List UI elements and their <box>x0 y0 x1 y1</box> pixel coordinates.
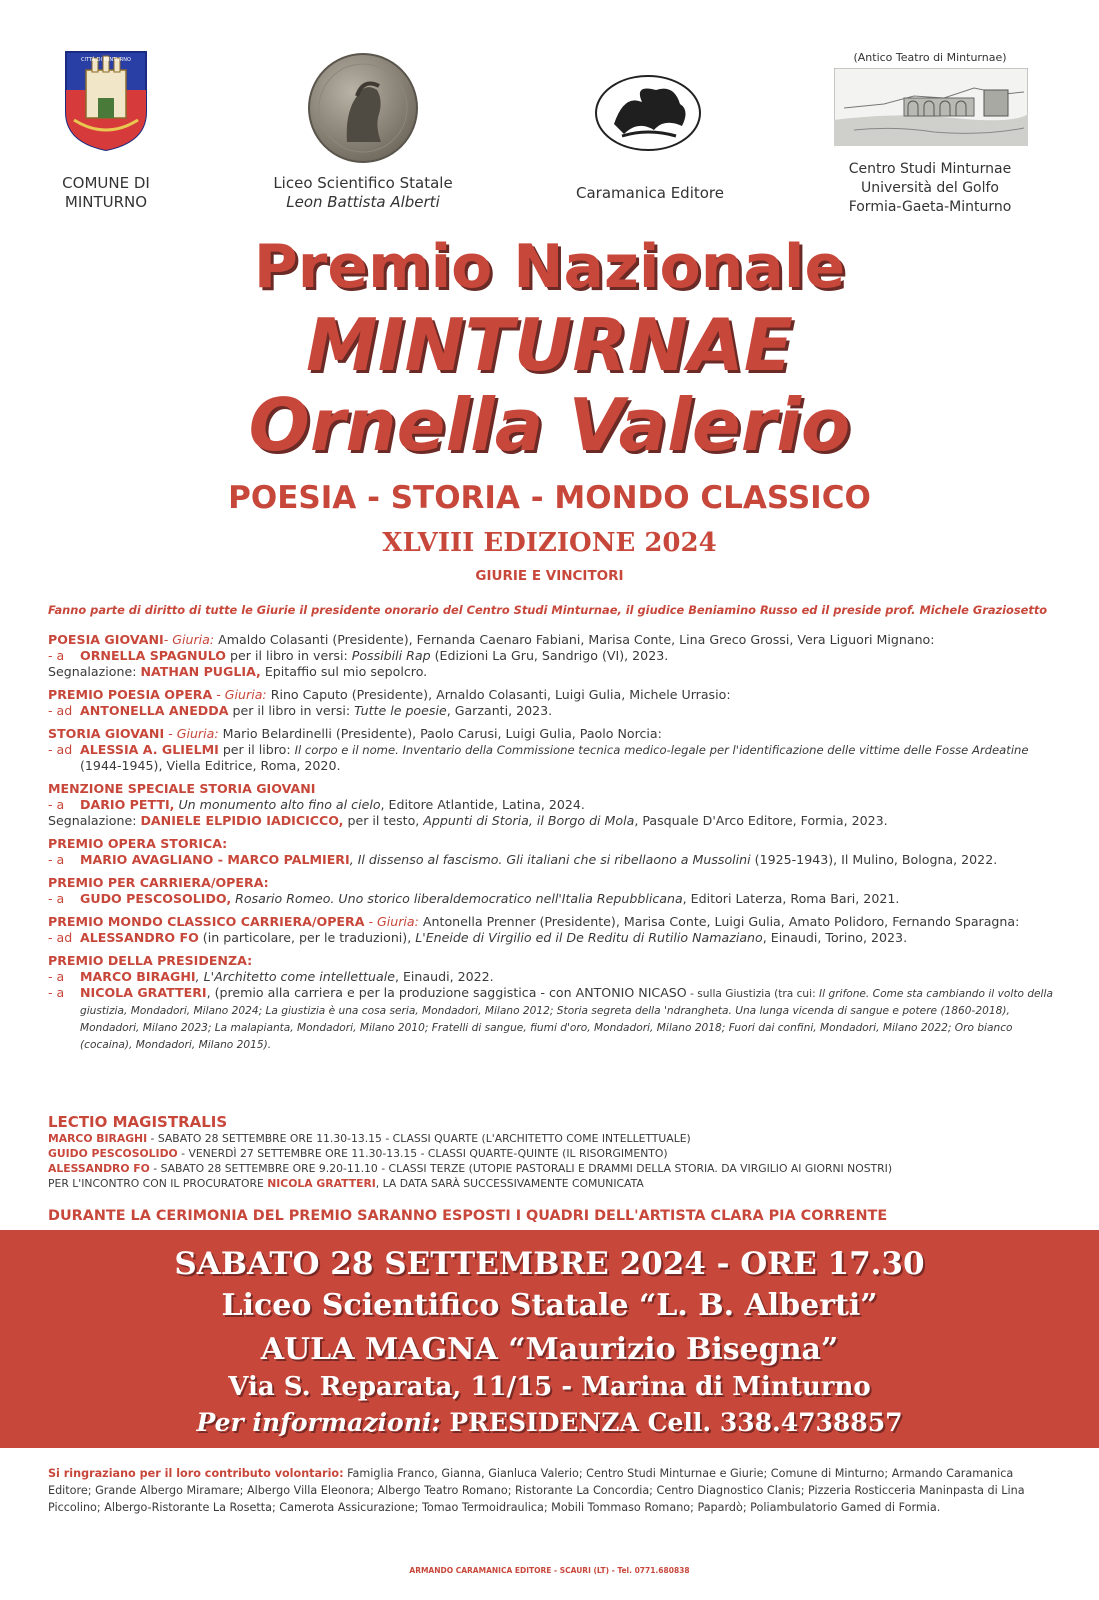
poesia-giovani-head: POESIA GIOVANI <box>48 632 164 647</box>
poesia-opera-winner: ANTONELLA ANEDDA <box>80 703 229 718</box>
menzione-segn-work: Appunti di Storia, il Borgo di Mola <box>423 813 635 828</box>
lectio-head: LECTIO MAGISTRALIS <box>48 1113 228 1131</box>
teatro-engraving <box>834 68 1028 146</box>
mondo-classico-head: PREMIO MONDO CLASSICO CARRIERA/OPERA <box>48 914 365 929</box>
thanks-block <box>48 1465 1053 1516</box>
poesia-opera-head: PREMIO POESIA OPERA <box>48 687 213 702</box>
mondo-classico-pre: (in particolare, per le traduzioni), <box>198 930 416 945</box>
footer-publisher: ARMANDO CARAMANICA EDITORE - SCAURI (LT) - Tel. 0771.680838 <box>409 1566 690 1575</box>
poesia-giovani-giuria: - Giuria: <box>163 632 215 647</box>
poesia-giovani-segn-name: NATHAN PUGLIA, <box>140 664 261 679</box>
poesia-giovani-dash: - a <box>48 648 65 663</box>
lectio-block <box>48 1113 1058 1191</box>
mondo-classico-dash: - ad <box>48 930 73 945</box>
lectio-row-text: - SABATO 28 SETTEMBRE ORE 11.30-13.15 - CLASSI QUARTE (L'ARCHITETTO COME INTELLETTUALE) <box>147 1132 691 1145</box>
comune-shield-text: CITTÀ DI MINTURNO <box>81 57 131 63</box>
storia-giovani-dash: - ad <box>48 742 73 757</box>
mondo-classico-giuria: - Giuria: <box>364 914 419 929</box>
mondo-classico-winner: ALESSANDRO FO <box>80 930 199 945</box>
title-premio-nazionale: Premio Nazionale <box>253 232 846 302</box>
liceo-caption-line1: Liceo Scientifico Statale <box>273 174 453 192</box>
storia-giovani-winner: ALESSIA A. GLIELMI <box>80 742 219 757</box>
mondo-classico-jury: Antonella Prenner (Presidente), Marisa Conte, Luigi Gulia, Amato Polidoro, Fernando Sparagna: <box>418 914 1020 929</box>
menzione-segn-post: , Pasquale D'Arco Editore, Formia, 2023. <box>634 813 888 828</box>
liceo-medal <box>307 52 419 164</box>
title-minturnae: MINTURNAE <box>306 303 793 387</box>
poesia-opera-post: , Garzanti, 2023. <box>446 703 553 718</box>
storia-giovani-post: (1944-1945), Viella Editrice, Roma, 2020. <box>80 758 341 773</box>
carriera-dash: - a <box>48 891 65 906</box>
comune-caption <box>36 174 176 212</box>
poesia-giovani-segn-rest: Epitaffio sul mio sepolcro. <box>260 664 428 679</box>
event-info-value: PRESIDENZA Cell. 338.4738857 <box>440 1408 903 1437</box>
poesia-giovani-jury: Amaldo Colasanti (Presidente), Fernanda Caenaro Fabiani, Marisa Conte, Lina Greco Grossi, Vera Liguori Mignano: <box>214 632 935 647</box>
poesia-giovani-segn-label: Segnalazione: <box>48 664 141 679</box>
lectio-row-text: - SABATO 28 SETTEMBRE ORE 9.20-11.10 - CLASSI TERZE (UTOPIE PASTORALI E DRAMMI DELLA STORIA. DA VIRGILIO AI GIORNI NOSTRI) <box>149 1162 893 1175</box>
opera-storica-dash: - a <box>48 852 65 867</box>
poesia-giovani-pre: per il libro in versi: <box>226 648 352 663</box>
poesia-opera-giuria: - Giuria: <box>212 687 267 702</box>
thanks-text: Famiglia Franco, Gianna, Gianluca Valerio; Centro Studi Minturnae e Giurie; Comune di Minturno; Armando Caramanica Editore; Grande Albergo Miramare; Albergo Villa Eleonora; Albergo Teatro Romano; Ristorante La Concordia; Centro Diagnostico Clanis; Pizzeria Rosticceria Maninpasta di Lina Piccolino; Albergo-Ristorante La Rosetta; Camerota Assicurazione; Tomao Termoidraulica; Mobili Tommaso Romano; Papardò; Poliambulatorio Gamed di Formia. <box>48 1467 1025 1514</box>
carriera-work: Rosario Romeo. Uno storico liberaldemocratico nell'Italia Repubblicana <box>231 891 683 906</box>
comune-caption-line2: MINTURNO <box>64 193 148 211</box>
presidenza-dash2: - a <box>48 985 65 1000</box>
presidenza-head: PREMIO DELLA PRESIDENZA: <box>48 953 253 968</box>
section-mondo-classico <box>48 914 1058 946</box>
winners-list <box>48 632 1058 1060</box>
subtitle: POESIA - STORIA - MONDO CLASSICO <box>228 480 871 516</box>
carriera-head: PREMIO PER CARRIERA/OPERA: <box>48 875 269 890</box>
section-menzione <box>48 781 1058 829</box>
event-venue: Liceo Scientifico Statale “L. B. Alberti” <box>221 1288 878 1323</box>
cerimonia-line: DURANTE LA CERIMONIA DEL PREMIO SARANNO ESPOSTI I QUADRI DELL'ARTISTA CLARA PIA CORRENTE <box>48 1208 888 1224</box>
poesia-opera-jury: Rino Caputo (Presidente), Arnaldo Colasanti, Luigi Gulia, Michele Urrasio: <box>266 687 731 702</box>
poesia-giovani-post: (Edizioni La Gru, Sandrigo (VI), 2023. <box>430 648 669 663</box>
centro-caption-line2: Università del Golfo <box>860 180 999 196</box>
opera-storica-head: PREMIO OPERA STORICA: <box>48 836 228 851</box>
lectio-row <box>48 1146 1058 1161</box>
opera-storica-winner: MARIO AVAGLIANO - MARCO PALMIERI <box>80 852 350 867</box>
poesia-opera-pre: per il libro in versi: <box>228 703 355 718</box>
presidenza-dash1: - a <box>48 969 65 984</box>
presidenza-work1: , L'Architetto come intellettuale <box>195 969 395 984</box>
presidenza-small-rest: Il grifone. Come sta cambiando il volto della giustizia, Mondadori, Milano 2024; La giustizia è una cosa seria, Mondadori, Milano 2012; Storia segreta della 'ndrangheta. Una lunga vicenda di sangue e potere (1860-2018), Mondadori, Milano 2023; La malapianta, Mondadori, Milano 2010; Fratelli di sangue, fiumi d'oro, Mondadori, Milano 2018; Fuori dai confini, Mondadori, Milano 2022; Oro bianco (cocaina), Mondadori, Milano 2015). <box>80 988 1053 1051</box>
carriera-post: , Editori Laterza, Roma Bari, 2021. <box>682 891 900 906</box>
poesia-opera-work: Tutte le poesie <box>354 703 447 718</box>
liceo-caption <box>252 174 474 212</box>
poesia-opera-dash: - ad <box>48 703 73 718</box>
event-band <box>0 1230 1099 1448</box>
menzione-segn-pre: per il testo, <box>343 813 424 828</box>
liceo-caption-line2: Leon Battista Alberti <box>286 193 440 211</box>
procuratore-post: , LA DATA SARÀ SUCCESSIVAMENTE COMUNICATA <box>375 1177 644 1190</box>
event-info-label: Per informazioni: <box>196 1408 441 1437</box>
opera-storica-post: (1925-1943), Il Mulino, Bologna, 2022. <box>750 852 998 867</box>
centro-caption-line1: Centro Studi Minturnae <box>848 161 1012 177</box>
lectio-row-name: ALESSANDRO FO <box>48 1162 150 1175</box>
section-storia-giovani <box>48 726 1058 774</box>
event-address: Via S. Reparata, 11/15 - Marina di Minturno <box>228 1372 871 1402</box>
menzione-post: , Editore Atlantide, Latina, 2024. <box>380 797 585 812</box>
storia-giovani-head: STORIA GIOVANI <box>48 726 165 741</box>
opera-storica-work: , Il dissenso al fascismo. Gli italiani che si ribellaono a Mussolini <box>349 852 751 867</box>
section-opera-storica <box>48 836 1058 868</box>
title-ornella-valerio: Ornella Valerio <box>248 383 851 467</box>
edition: XLVIII EDIZIONE 2024 <box>382 528 717 558</box>
lectio-row-text: - VENERDÌ 27 SETTEMBRE ORE 11.30-13.15 - CLASSI QUARTE-QUINTE (IL RISORGIMENTO) <box>177 1147 668 1160</box>
lectio-row-name: GUIDO PESCOSOLIDO <box>48 1147 178 1160</box>
mondo-classico-work: L'Eneide di Virgilio ed il De Reditu di Rutilio Namaziano <box>415 930 763 945</box>
section-presidenza <box>48 953 1058 1053</box>
event-date: SABATO 28 SETTEMBRE 2024 - ORE 17.30 <box>174 1246 925 1282</box>
lectio-row <box>48 1131 1058 1146</box>
menzione-dash: - a <box>48 797 65 812</box>
presidenza-pre2: , (premio alla carriera e per la produzione saggistica - con ANTONIO NICASO <box>206 985 687 1000</box>
presidenza-winner1: MARCO BIRAGHI <box>80 969 196 984</box>
intro-line: Fanno parte di diritto di tutte le Giurie il presidente onorario del Centro Studi Minturnae, il giudice Beniamino Russo ed il preside prof. Michele Graziosetto <box>48 603 1048 617</box>
menzione-segn-label: Segnalazione: <box>48 813 141 828</box>
comune-logo <box>64 50 148 152</box>
comune-caption-line1: COMUNE DI <box>62 174 150 192</box>
section-title: GIURIE E VINCITORI <box>475 568 624 584</box>
menzione-work: Un monumento alto fino al cielo <box>174 797 381 812</box>
menzione-head: MENZIONE SPECIALE STORIA GIOVANI <box>48 781 316 796</box>
storia-giovani-pre: per il libro: <box>218 742 295 757</box>
poesia-giovani-winner: ORNELLA SPAGNULO <box>80 648 227 663</box>
editore-caption: Caramanica Editore <box>575 184 724 202</box>
presidenza-post1: , Einaudi, 2022. <box>394 969 494 984</box>
poesia-giovani-work: Possibili Rap <box>351 648 431 663</box>
storia-giovani-giuria: - Giuria: <box>164 726 219 741</box>
thanks-label: Si ringraziano per il loro contributo volontario: <box>48 1467 344 1480</box>
menzione-segn-name: DANIELE ELPIDIO IADICICCO, <box>140 813 344 828</box>
presidenza-small-lead: - sulla Giustizia (tra cui: <box>686 988 820 1000</box>
lectio-row-name: MARCO BIRAGHI <box>48 1132 148 1145</box>
centro-caption <box>820 160 1040 217</box>
carriera-winner: GUDO PESCOSOLIDO, <box>80 891 232 906</box>
caramanica-logo <box>594 74 702 152</box>
procuratore-pre: PER L'INCONTRO CON IL PROCURATORE <box>48 1177 268 1190</box>
section-poesia-opera <box>48 687 1058 719</box>
procuratore-name: NICOLA GRATTERI <box>267 1177 376 1190</box>
event-aula: AULA MAGNA “Maurizio Bisegna” <box>260 1332 839 1367</box>
lectio-procuratore <box>48 1176 1058 1191</box>
section-poesia-giovani <box>48 632 1058 680</box>
teatro-caption: (Antico Teatro di Minturnae) <box>853 51 1007 64</box>
presidenza-winner2: NICOLA GRATTERI <box>80 985 207 1000</box>
event-info <box>0 1406 1099 1440</box>
storia-giovani-work: Il corpo e il nome. Inventario della Commissione tecnica medico-legale per l'identificazione delle vittime delle Fosse Ardeatine <box>294 743 1029 757</box>
centro-caption-line3: Formia-Gaeta-Minturno <box>848 199 1012 215</box>
lectio-row <box>48 1161 1058 1176</box>
storia-giovani-jury: Mario Belardinelli (Presidente), Paolo Carusi, Luigi Gulia, Paolo Norcia: <box>218 726 662 741</box>
section-carriera <box>48 875 1058 907</box>
menzione-winner: DARIO PETTI, <box>80 797 175 812</box>
mondo-classico-post: , Einaudi, Torino, 2023. <box>762 930 908 945</box>
